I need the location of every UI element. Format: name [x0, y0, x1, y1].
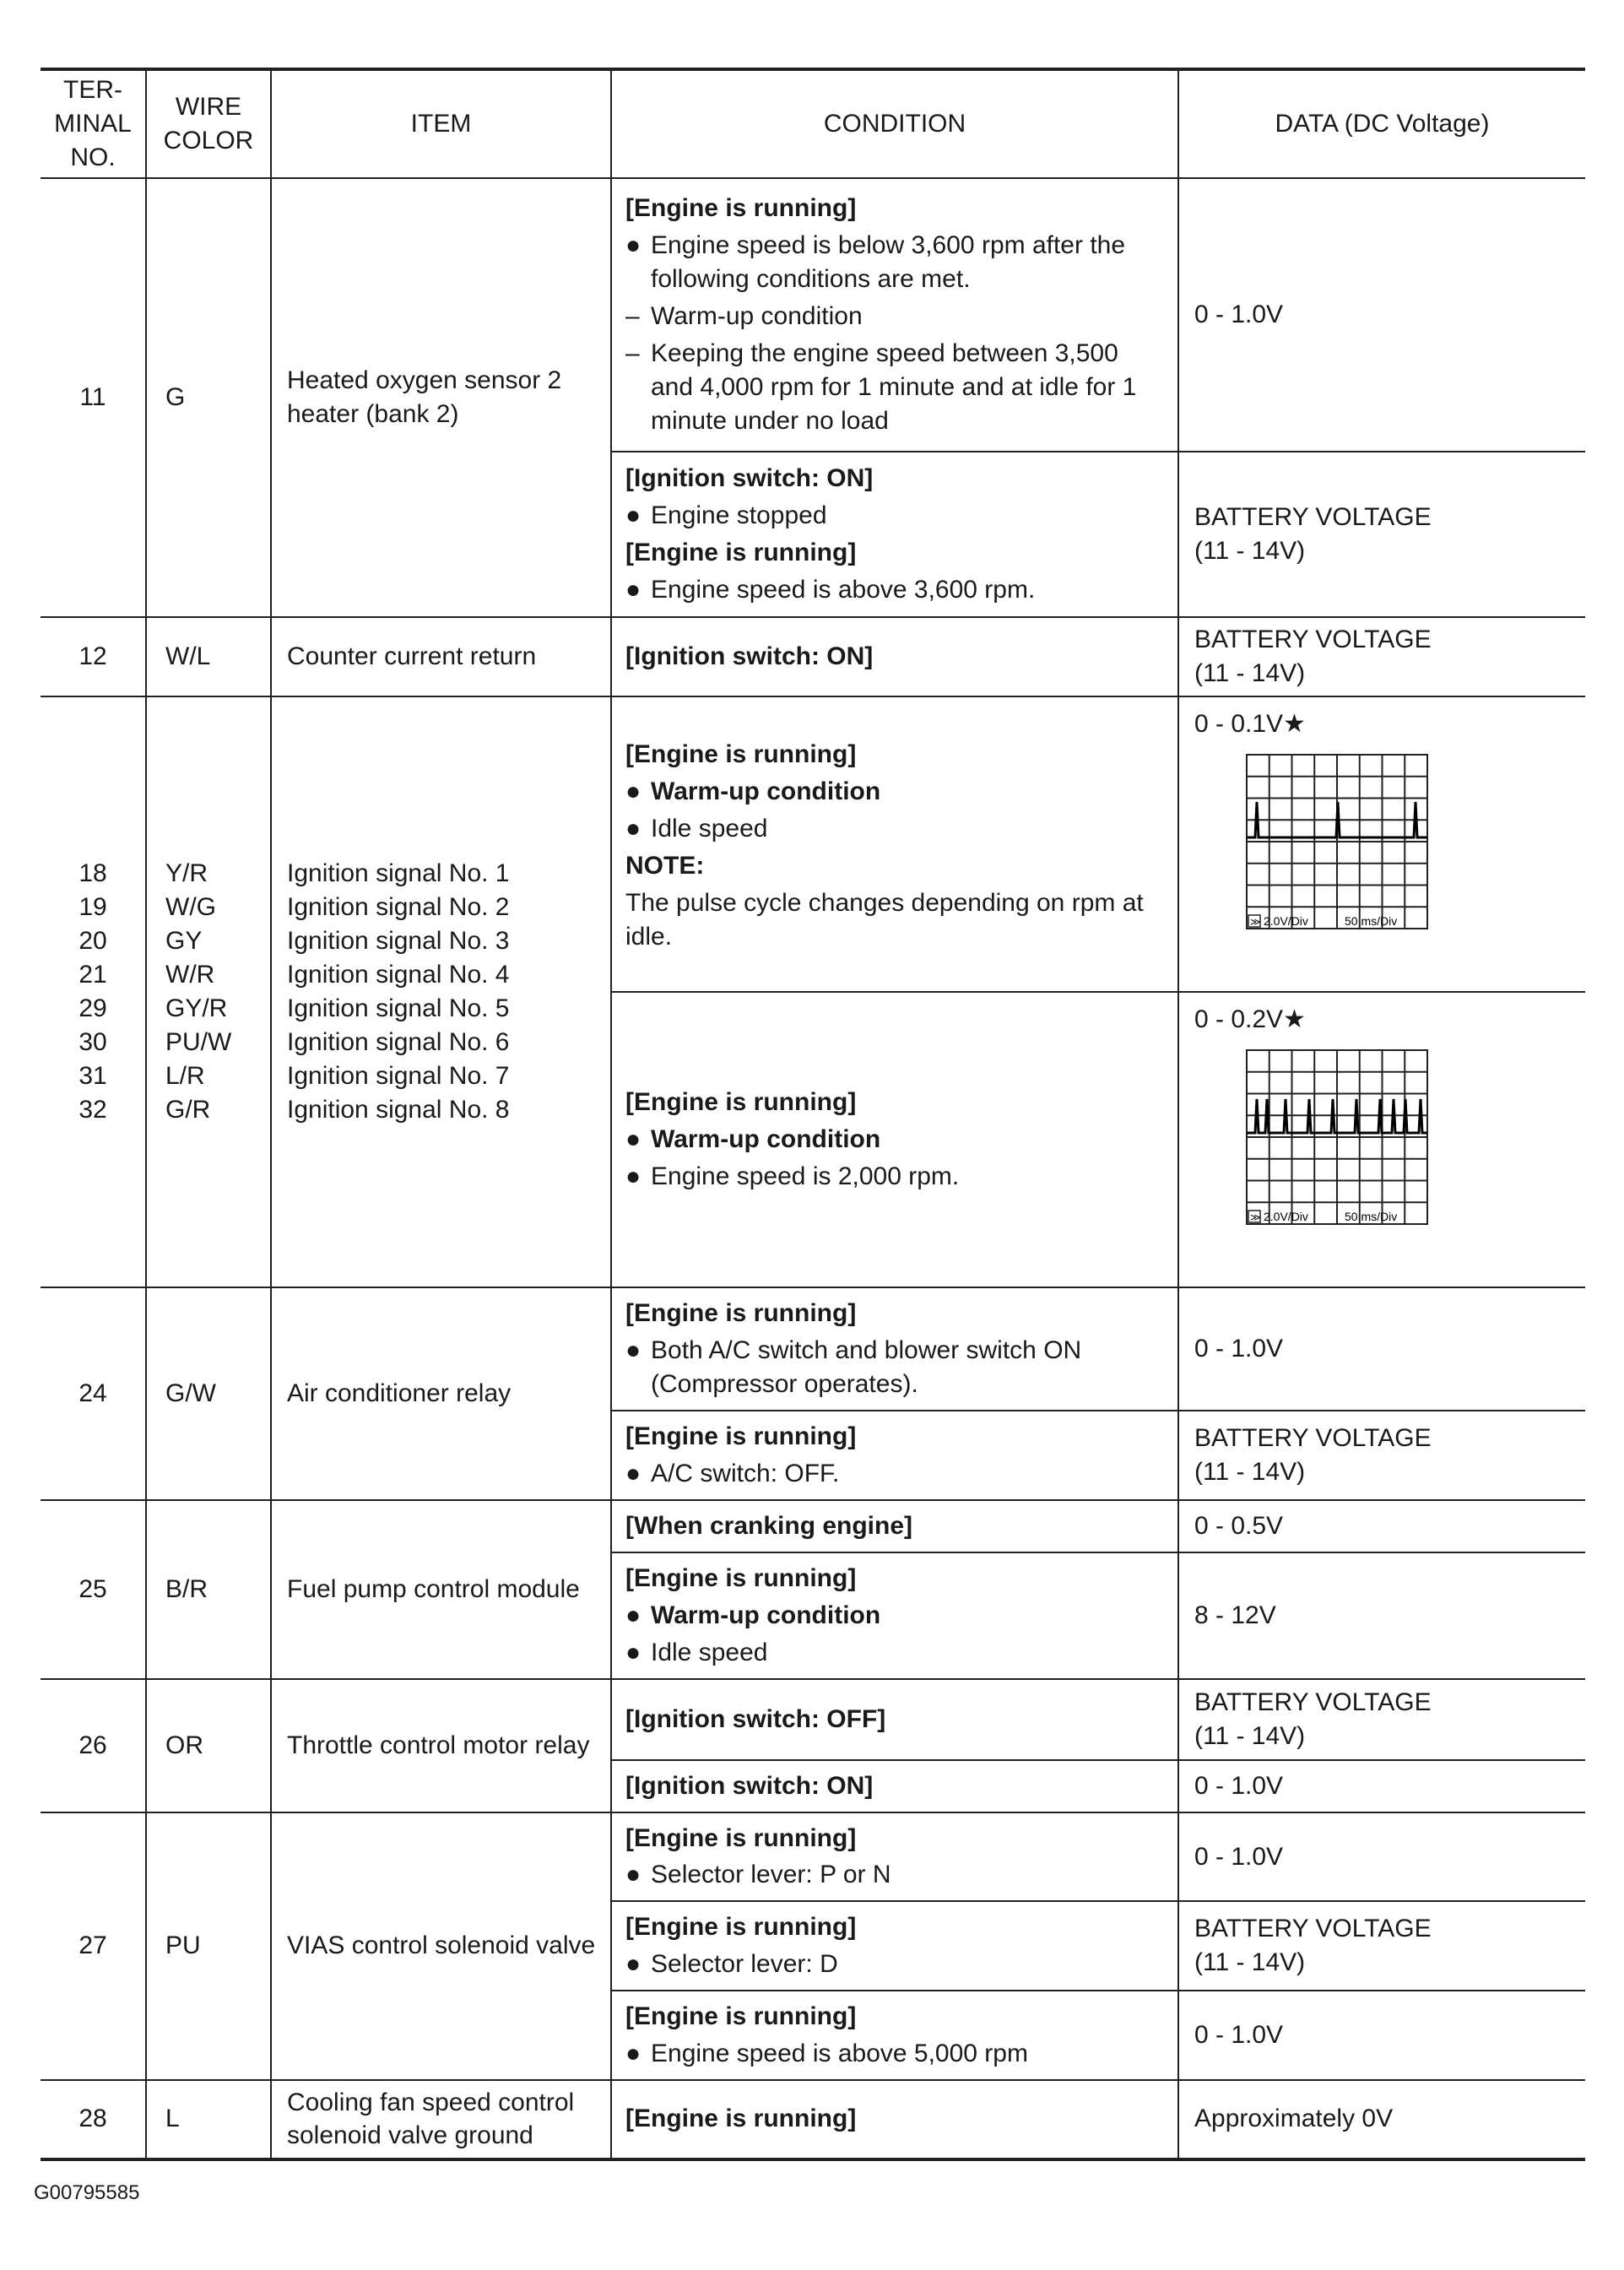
condition-cell	[611, 617, 1178, 696]
dash-icon: –	[625, 339, 640, 367]
terminal-no: 25	[41, 1500, 146, 1679]
table-row	[41, 178, 1585, 452]
condition-bullet: Warm-up condition	[651, 777, 881, 806]
scope-volt-div: 2.0V/Div	[1264, 1209, 1308, 1223]
item-name: Air conditioner relay	[271, 1287, 611, 1500]
scope-time-div: 50 ms/Div	[1345, 913, 1398, 928]
condition-heading: [Engine is running]	[625, 740, 857, 769]
condition-heading: [Ignition switch: ON]	[625, 464, 874, 493]
wire-color: G/W	[146, 1287, 271, 1500]
data-value: BATTERY VOLTAGE (11 - 14V)	[1178, 1679, 1585, 1760]
condition-cell	[611, 1991, 1178, 2080]
bullet-icon: ●	[625, 575, 641, 604]
header-wire-color: WIRE COLOR	[146, 69, 271, 178]
terminal-no: 28	[41, 2080, 146, 2159]
terminal-no: 11	[41, 178, 146, 617]
wire-color: OR	[146, 1679, 271, 1812]
wire-color-list: Y/R W/G GY W/R GY/R PU/W L/R G/R	[146, 696, 271, 1287]
condition-bullet: A/C switch: OFF.	[651, 1459, 840, 1487]
condition-heading: [Engine is running]	[625, 1823, 857, 1852]
item-name: Counter current return	[271, 617, 611, 696]
condition-subitem: Keeping the engine speed between 3,500 and 4,000 rpm for 1 minute and at idle for 1 minute under no load	[651, 339, 1137, 435]
terminal-no-list: 18 19 20 21 29 30 31 32	[41, 696, 146, 1287]
oscilloscope-waveform-idle	[1245, 753, 1429, 947]
bullet-icon: ●	[625, 501, 641, 530]
bullet-icon: ●	[625, 1638, 641, 1666]
condition-cell	[611, 696, 1178, 992]
data-value: Approximately 0V	[1178, 2080, 1585, 2159]
terminal-no: 24	[41, 1287, 146, 1500]
condition-heading: [Engine is running]	[625, 1299, 857, 1328]
bullet-icon: ●	[625, 1459, 641, 1487]
item-name: Cooling fan speed control solenoid valve ground	[271, 2080, 611, 2159]
item-name: VIAS control solenoid valve	[271, 1812, 611, 2080]
condition-heading: [Ignition switch: ON]	[625, 1771, 874, 1800]
data-value: BATTERY VOLTAGE (11 - 14V)	[1178, 617, 1585, 696]
terminal-spec-table	[41, 68, 1585, 2161]
condition-cell	[611, 1411, 1178, 1500]
table-row	[41, 1500, 1585, 1552]
data-value-cell	[1178, 696, 1585, 992]
bullet-icon: ●	[625, 1162, 641, 1190]
condition-heading: [Engine is running]	[625, 2002, 857, 2031]
condition-bullet: Engine speed is below 3,600 rpm after the following conditions are met.	[651, 231, 1126, 294]
data-value: 0 - 0.5V	[1178, 1500, 1585, 1552]
condition-cell	[611, 1760, 1178, 1812]
condition-cell	[611, 1812, 1178, 1902]
data-value: 0 - 1.0V	[1178, 1287, 1585, 1411]
table-row	[41, 1679, 1585, 1760]
condition-bullet: Warm-up condition	[651, 1125, 881, 1154]
table-row	[41, 696, 1585, 992]
note-text: The pulse cycle changes depending on rpm at idle.	[625, 888, 1144, 951]
condition-heading: [Engine is running]	[625, 1422, 857, 1450]
item-name: Heated oxygen sensor 2 heater (bank 2)	[271, 178, 611, 617]
wire-color: PU	[146, 1812, 271, 2080]
data-value: 0 - 1.0V	[1178, 1812, 1585, 1902]
data-value: 0 - 1.0V	[1178, 1991, 1585, 2080]
header-condition: CONDITION	[611, 69, 1178, 178]
bullet-icon: ●	[625, 1861, 641, 1889]
condition-heading: [Engine is running]	[625, 539, 857, 566]
wire-color: W/L	[146, 617, 271, 696]
condition-cell	[611, 1552, 1178, 1679]
data-value-cell	[1178, 992, 1585, 1287]
item-name-list: Ignition signal No. 1 Ignition signal No. 2 Ignition signal No. 3 Ignition signal No. 4 Ignition signal No. 5 Ignition signal No. 6 Ignition signal No. 7 Ignition signal No. 8	[271, 696, 611, 1287]
header-data: DATA (DC Voltage)	[1178, 69, 1585, 178]
data-value: 0 - 0.1V★	[1194, 710, 1306, 738]
condition-cell	[611, 178, 1178, 452]
wire-color: L	[146, 2080, 271, 2159]
condition-bullet: Idle speed	[651, 1638, 768, 1666]
bullet-icon: ●	[625, 2040, 641, 2068]
condition-heading: [Engine is running]	[625, 194, 857, 223]
condition-bullet: Selector lever: D	[651, 1950, 838, 1979]
figure-id: G00795585	[34, 2181, 140, 2204]
condition-heading: [Engine is running]	[625, 1563, 857, 1592]
condition-cell	[611, 992, 1178, 1287]
table-header-row	[41, 69, 1585, 178]
data-value: 8 - 12V	[1178, 1552, 1585, 1679]
bullet-icon: ●	[625, 231, 641, 260]
bullet-icon: ●	[625, 1601, 641, 1629]
bullet-icon: ●	[625, 1125, 641, 1154]
scope-time-div: 50 ms/Div	[1345, 1209, 1398, 1223]
wire-color: B/R	[146, 1500, 271, 1679]
condition-bullet: Engine stopped	[651, 501, 827, 530]
bullet-icon: ●	[625, 815, 641, 843]
condition-heading: [Engine is running]	[625, 2105, 857, 2133]
condition-bullet: Warm-up condition	[651, 1601, 881, 1629]
bullet-icon: ●	[625, 1336, 641, 1365]
note-heading: NOTE:	[625, 852, 705, 880]
condition-heading: [When cranking engine]	[625, 1511, 913, 1540]
header-terminal-no: TER- MINAL NO.	[41, 69, 146, 178]
table-row	[41, 2080, 1585, 2159]
terminal-no: 27	[41, 1812, 146, 2080]
condition-bullet: Engine speed is above 3,600 rpm.	[651, 575, 1036, 604]
condition-cell	[611, 1679, 1178, 1760]
scope-marker: ≫	[1250, 1211, 1261, 1223]
terminal-no: 26	[41, 1679, 146, 1812]
oscilloscope-waveform-2000rpm	[1245, 1048, 1429, 1243]
condition-subitem: Warm-up condition	[651, 302, 863, 331]
table-row	[41, 617, 1585, 696]
condition-bullet: Both A/C switch and blower switch ON (Compressor operates).	[651, 1336, 1082, 1398]
header-item: ITEM	[271, 69, 611, 178]
condition-cell	[611, 452, 1178, 617]
condition-bullet: Engine speed is above 5,000 rpm	[651, 2040, 1028, 2068]
terminal-no: 12	[41, 617, 146, 696]
data-value: BATTERY VOLTAGE (11 - 14V)	[1178, 1901, 1585, 1991]
data-value: BATTERY VOLTAGE (11 - 14V)	[1178, 1411, 1585, 1500]
condition-bullet: Selector lever: P or N	[651, 1861, 891, 1889]
bullet-icon: ●	[625, 777, 641, 806]
condition-heading: [Engine is running]	[625, 1088, 857, 1117]
item-name: Throttle control motor relay	[271, 1679, 611, 1812]
table-row	[41, 1287, 1585, 1411]
item-name: Fuel pump control module	[271, 1500, 611, 1679]
condition-cell	[611, 2080, 1178, 2159]
condition-cell	[611, 1500, 1178, 1552]
scope-marker: ≫	[1250, 915, 1261, 928]
condition-heading: [Ignition switch: ON]	[625, 642, 874, 671]
data-value: 0 - 1.0V	[1178, 1760, 1585, 1812]
condition-bullet: Engine speed is 2,000 rpm.	[651, 1162, 960, 1190]
condition-heading: [Engine is running]	[625, 1913, 857, 1942]
data-value: 0 - 0.2V★	[1194, 1005, 1306, 1033]
condition-heading: [Ignition switch: OFF]	[625, 1704, 886, 1733]
table-row	[41, 1812, 1585, 1902]
data-value: BATTERY VOLTAGE (11 - 14V)	[1178, 452, 1585, 617]
condition-cell	[611, 1901, 1178, 1991]
condition-cell	[611, 1287, 1178, 1411]
data-value: 0 - 1.0V	[1178, 178, 1585, 452]
wire-color: G	[146, 178, 271, 617]
condition-bullet: Idle speed	[651, 815, 768, 843]
scope-volt-div: 2.0V/Div	[1264, 913, 1308, 928]
bullet-icon: ●	[625, 1950, 641, 1979]
dash-icon: –	[625, 302, 640, 331]
